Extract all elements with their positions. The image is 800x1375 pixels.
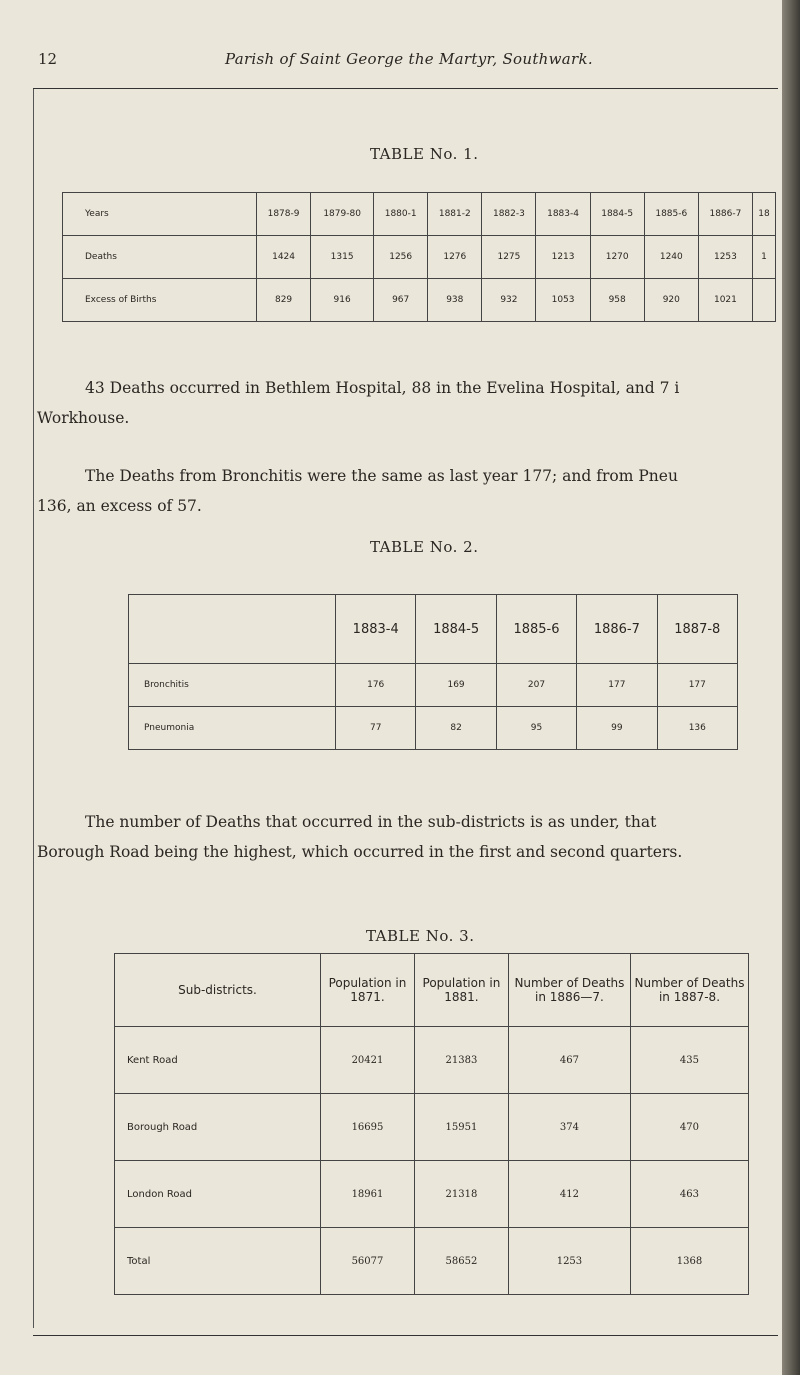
table-cell: 1315 (311, 236, 374, 279)
table-row (115, 1027, 749, 1094)
table-cell: Borough Road (115, 1094, 321, 1161)
table-cell: 1 (753, 236, 776, 279)
table-cell: 1881-2 (428, 193, 482, 236)
table-cell: 99 (577, 707, 657, 750)
paragraph-line: The Deaths from Bronchitis were the same as last year 177; and from Pneu (85, 467, 678, 485)
table-cell: 21318 (414, 1161, 508, 1228)
table-cell: 18 (753, 193, 776, 236)
table-cell: 1213 (536, 236, 590, 279)
table-cell: Number of Deaths in 1887-8. (630, 954, 748, 1027)
table2-title: TABLE No. 2. (370, 538, 479, 556)
paragraph-hospital-deaths (37, 373, 785, 433)
table-cell: 967 (374, 279, 428, 322)
table-row (63, 236, 776, 279)
paragraph-line: The number of Deaths that occurred in the sub-districts is as under, that (85, 813, 657, 831)
table-cell (753, 279, 776, 322)
table-cell: 1878-9 (257, 193, 311, 236)
table-cell: 1253 (698, 236, 752, 279)
table-cell: 1270 (590, 236, 644, 279)
table-cell: 20421 (321, 1027, 415, 1094)
table-cell: 374 (508, 1094, 630, 1161)
table2 (128, 594, 738, 750)
table-cell: 470 (630, 1094, 748, 1161)
table-cell: 56077 (321, 1228, 415, 1295)
table-cell: 15951 (414, 1094, 508, 1161)
table-cell: 467 (508, 1027, 630, 1094)
table-cell: London Road (115, 1161, 321, 1228)
table-cell: 1886-7 (698, 193, 752, 236)
table-cell: Number of Deaths in 1886—7. (508, 954, 630, 1027)
table-row (115, 1094, 749, 1161)
table-cell: 1883-4 (536, 193, 590, 236)
table-cell: 1884-5 (416, 595, 496, 664)
table-cell: 1368 (630, 1228, 748, 1295)
paragraph-bronchitis (37, 461, 785, 521)
paragraph-line: Workhouse. (37, 409, 130, 427)
table-cell: 1253 (508, 1228, 630, 1295)
table-cell: 920 (644, 279, 698, 322)
table-cell: 1021 (698, 279, 752, 322)
table-row (63, 279, 776, 322)
table-cell: 435 (630, 1027, 748, 1094)
paragraph-line: Borough Road being the highest, which occurred in the first and second quarters. (37, 843, 683, 861)
table-cell: 1275 (482, 236, 536, 279)
table-cell: 169 (416, 664, 496, 707)
table-cell: 938 (428, 279, 482, 322)
table-cell: 1885-6 (644, 193, 698, 236)
table-cell: Bronchitis (129, 664, 336, 707)
table-cell: 463 (630, 1161, 748, 1228)
table-row (115, 1228, 749, 1295)
paragraph-subdistricts (37, 807, 785, 867)
table-cell (129, 595, 336, 664)
table-cell: 412 (508, 1161, 630, 1228)
table-cell: 207 (496, 664, 576, 707)
table-row (129, 707, 738, 750)
table-cell: 1424 (257, 236, 311, 279)
table-cell: 18961 (321, 1161, 415, 1228)
table-cell: Pneumonia (129, 707, 336, 750)
table3-title: TABLE No. 3. (366, 927, 475, 945)
table-row (129, 664, 738, 707)
table-cell: 958 (590, 279, 644, 322)
table-cell: 176 (336, 664, 416, 707)
table-cell: 1883-4 (336, 595, 416, 664)
table1 (62, 192, 776, 322)
table-cell: 177 (577, 664, 657, 707)
table-cell: 1879-80 (311, 193, 374, 236)
table-row (115, 954, 749, 1027)
table-cell: 916 (311, 279, 374, 322)
table-cell: 1240 (644, 236, 698, 279)
table-cell: 1256 (374, 236, 428, 279)
table-cell: 21383 (414, 1027, 508, 1094)
table-cell: 1882-3 (482, 193, 536, 236)
table3 (114, 953, 749, 1295)
table-cell: Deaths (63, 236, 257, 279)
paragraph-line: 43 Deaths occurred in Bethlem Hospital, 88 in the Evelina Hospital, and 7 i (85, 379, 680, 397)
table-row (63, 193, 776, 236)
table-cell: 77 (336, 707, 416, 750)
table-cell: 1884-5 (590, 193, 644, 236)
table-cell: 177 (657, 664, 737, 707)
paragraph-line: 136, an excess of 57. (37, 497, 202, 515)
table-cell: Sub-districts. (115, 954, 321, 1027)
footer-rule (33, 1335, 778, 1336)
table-cell: Years (63, 193, 257, 236)
table-cell: Population in 1881. (414, 954, 508, 1027)
table-cell: 1053 (536, 279, 590, 322)
table-cell: Kent Road (115, 1027, 321, 1094)
table-cell: Total (115, 1228, 321, 1295)
table-cell: 1880-1 (374, 193, 428, 236)
table-cell: 1885-6 (496, 595, 576, 664)
table-row (129, 595, 738, 664)
page-edge-shadow (782, 0, 800, 1375)
table-cell: Population in 1871. (321, 954, 415, 1027)
table-cell: 58652 (414, 1228, 508, 1295)
header-rule (33, 88, 778, 89)
table-cell: 1886-7 (577, 595, 657, 664)
table-cell: 932 (482, 279, 536, 322)
page-running-title: Parish of Saint George the Martyr, Southwark. (225, 50, 593, 68)
table-cell: 82 (416, 707, 496, 750)
table-cell: 1276 (428, 236, 482, 279)
table-cell: Excess of Births (63, 279, 257, 322)
table-cell: 136 (657, 707, 737, 750)
table1-title: TABLE No. 1. (370, 145, 479, 163)
table-row (115, 1161, 749, 1228)
table-cell: 829 (257, 279, 311, 322)
page-number: 12 (38, 50, 58, 68)
table-cell: 95 (496, 707, 576, 750)
table-cell: 16695 (321, 1094, 415, 1161)
table-cell: 1887-8 (657, 595, 737, 664)
